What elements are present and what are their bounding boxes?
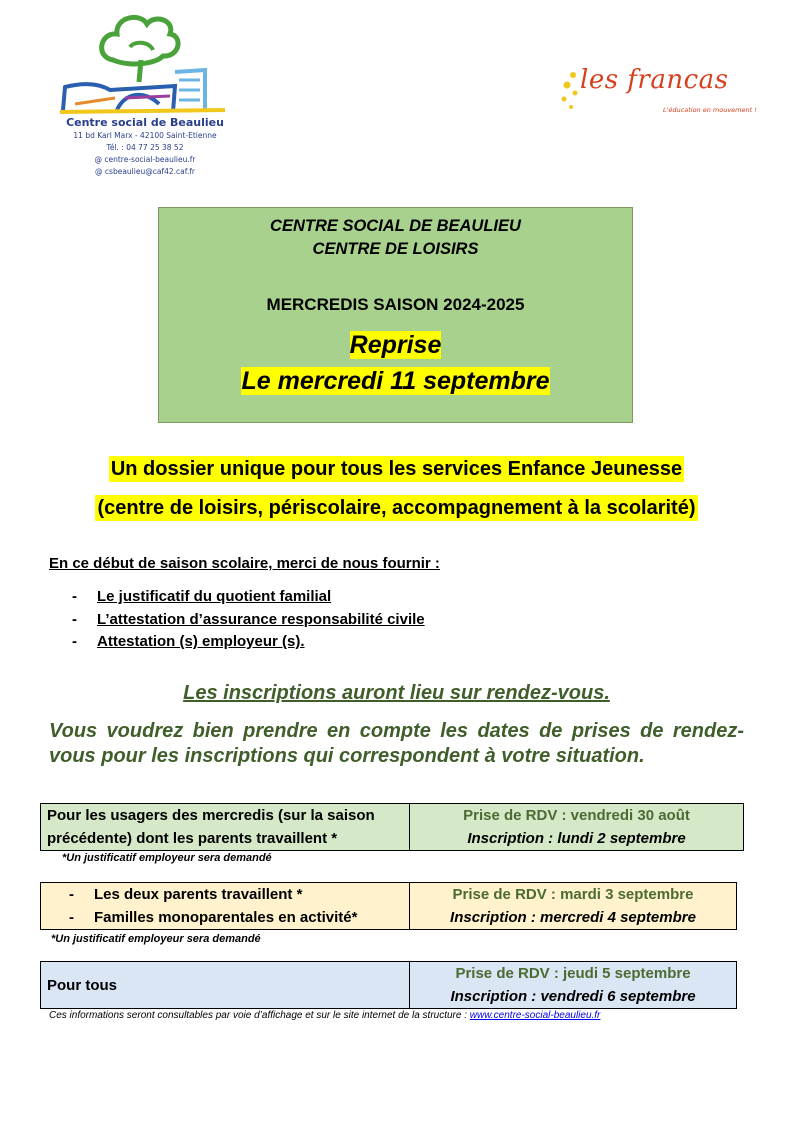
row-1-rdv: Prise de RDV : vendredi 30 août: [463, 807, 690, 824]
row-2-inscription: Inscription : mercredi 4 septembre: [450, 909, 696, 926]
row-3-dates: [410, 962, 737, 1009]
row-1-note: *Un justificatif employeur sera demandé: [62, 852, 272, 864]
logo-name: Centre social de Beaulieu: [66, 116, 224, 129]
row-1-inscription: Inscription : lundi 2 septembre: [467, 830, 686, 847]
francas-logo: [555, 65, 757, 125]
row-1-dates: [410, 804, 744, 851]
rdv-table-2: [40, 882, 737, 930]
footer-note: [49, 1010, 600, 1021]
reprise-date: Le mercredi 11 septembre: [241, 367, 550, 395]
row-2-audience: [41, 883, 410, 930]
beaulieu-logo-icon: [55, 12, 235, 117]
logo-address: 11 bd Karl Marx - 42100 Saint-Etienne: [73, 131, 217, 140]
header-line1: CENTRE SOCIAL DE BEAULIEU: [270, 217, 521, 235]
document-label: Attestation (s) employeur (s).: [97, 633, 305, 650]
dossier-line2: (centre de loisirs, périscolaire, accompagnement à la scolarité): [97, 497, 696, 519]
rdv-table-1: [40, 803, 744, 851]
row-3-rdv: Prise de RDV : jeudi 5 septembre: [455, 965, 691, 982]
intro-text: En ce début de saison scolaire, merci de nous fournir :: [49, 555, 440, 572]
inscriptions-title: Les inscriptions auront lieu sur rendez-vous.: [183, 682, 610, 704]
logo-website: @ centre-social-beaulieu.fr: [94, 155, 196, 164]
logo-phone: Tél. : 04 77 25 38 52: [106, 143, 184, 152]
row-2-note: *Un justificatif employeur sera demandé: [51, 933, 261, 945]
row-2-dates: [410, 883, 737, 930]
season-title: MERCREDIS SAISON 2024-2025: [266, 295, 525, 314]
inscriptions-paragraph: Vous voudrez bien prendre en compte les dates de prises de rendez-vous pour les inscriptions qui correspondent à votre situation.: [49, 720, 744, 767]
list-item: - Familles monoparentales en activité*: [69, 909, 358, 926]
row-1-audience: Pour les usagers des mercredis (sur la saison précédente) dont les parents travaillent *: [41, 804, 410, 851]
francas-brand: les francas: [580, 65, 729, 95]
website-link[interactable]: www.centre-social-beaulieu.fr: [469, 1010, 601, 1021]
row-2-item: Les deux parents travaillent *: [94, 886, 303, 903]
row-2-rdv: Prise de RDV : mardi 3 septembre: [452, 886, 694, 903]
row-2-item: Familles monoparentales en activité*: [94, 909, 358, 926]
document-label: Le justificatif du quotient familial: [97, 588, 332, 605]
centre-social-logo: [55, 12, 235, 177]
rdv-table-3: [40, 961, 737, 1009]
dossier-line1: Un dossier unique pour tous les services Enfance Jeunesse: [110, 458, 683, 480]
header-line2: CENTRE DE LOISIRS: [312, 240, 479, 258]
footer-text: Ces informations seront consultables par voie d’affichage et sur le site internet de la structure :: [49, 1010, 470, 1021]
reprise-label: Reprise: [349, 331, 442, 359]
header-box: [158, 207, 633, 423]
list-item: - Les deux parents travaillent *: [69, 886, 303, 903]
francas-slogan: L'éducation en mouvement !: [663, 106, 757, 114]
row-3-audience: Pour tous: [41, 962, 410, 1009]
logo-email: @ csbeaulieu@caf42.caf.fr: [95, 167, 195, 176]
document-label: L’attestation d’assurance responsabilité civile: [97, 610, 425, 628]
row-3-inscription: Inscription : vendredi 6 septembre: [450, 988, 696, 1005]
